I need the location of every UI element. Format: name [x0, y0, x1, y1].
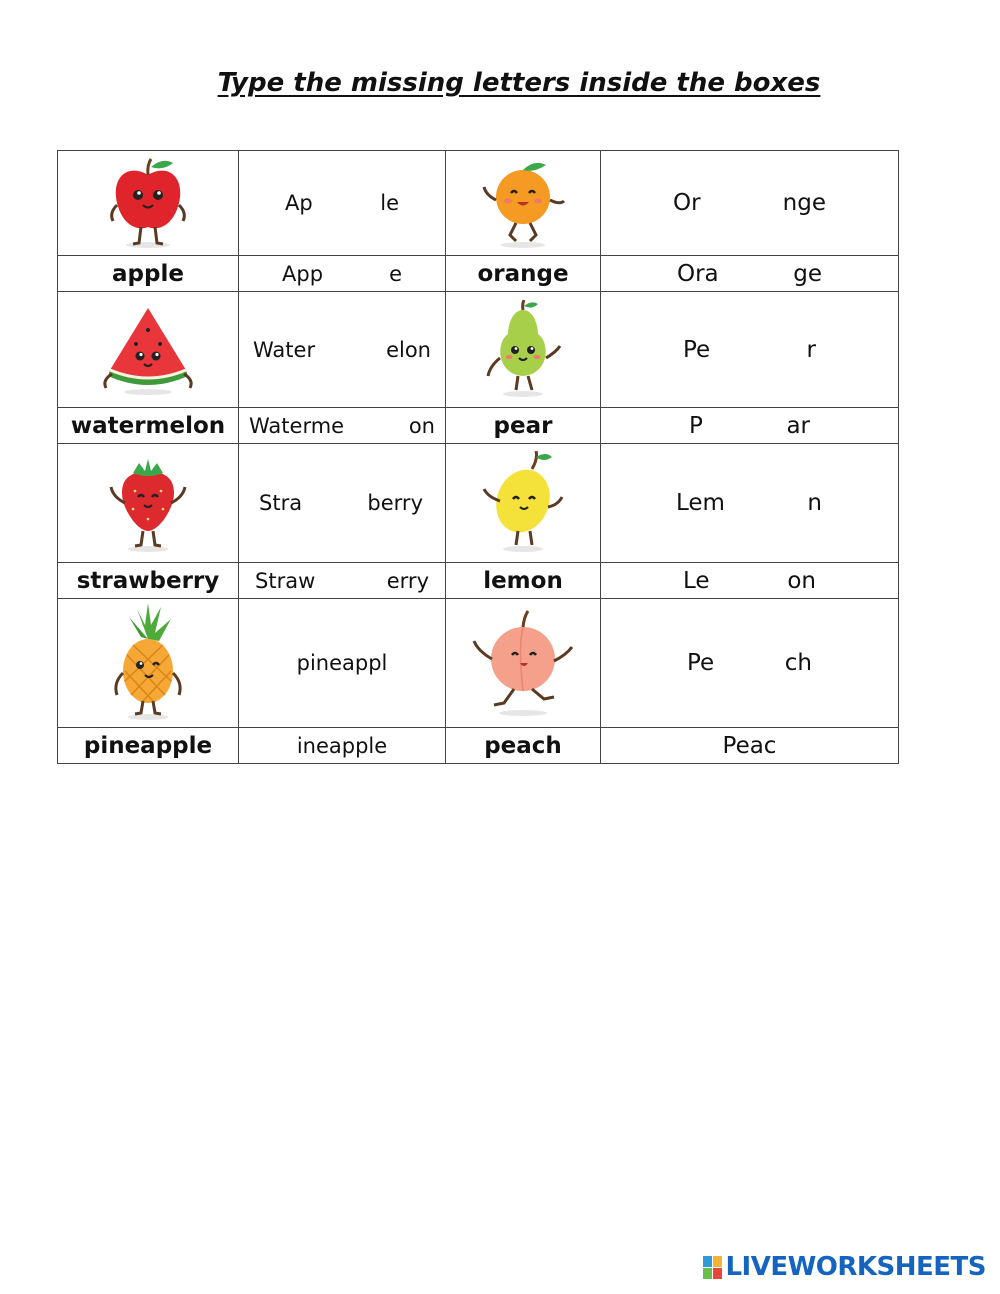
watermelon-picture-cell	[58, 292, 239, 408]
word-part-end: r	[806, 336, 816, 363]
word-part-end: n	[807, 490, 822, 516]
peach-gap-box-2[interactable]: Peac	[601, 728, 899, 764]
strawberry-character-icon	[103, 451, 193, 555]
watermelon-gap-box-2[interactable]	[239, 408, 446, 444]
lemon-picture-cell	[446, 444, 601, 563]
orange-picture-cell	[446, 151, 601, 256]
word-part-start: Ap	[285, 191, 313, 215]
word-part-start: Water	[253, 337, 316, 362]
pineapple-gap-box-2[interactable]: ineapple	[239, 728, 446, 764]
word-part-start: Or	[673, 190, 701, 216]
pear-character-icon	[478, 300, 568, 400]
word-label-strawberry: strawberry	[58, 563, 239, 599]
word-label-pear: pear	[446, 408, 601, 444]
liveworksheets-logo-text: LIVEWORKSHEETS	[725, 1252, 986, 1282]
watermelon-character-icon	[98, 300, 198, 400]
apple-character-icon	[103, 155, 193, 251]
apple-picture-cell	[58, 151, 239, 256]
peach-character-icon	[468, 607, 578, 719]
word-part-end: nge	[782, 190, 826, 216]
apple-gap-box[interactable]	[239, 151, 446, 256]
watermelon-gap-box[interactable]	[239, 292, 446, 408]
liveworksheets-logo[interactable]	[703, 1252, 986, 1282]
lemon-character-icon	[478, 451, 568, 555]
pineapple-picture-cell	[58, 599, 239, 728]
liveworksheets-logo-icon	[703, 1256, 722, 1279]
word-label-orange: orange	[446, 256, 601, 292]
strawberry-gap-box-2[interactable]	[239, 563, 446, 599]
word-part-start: Straw	[255, 568, 316, 593]
word-part-start: Pe	[683, 336, 711, 363]
orange-gap-box[interactable]	[601, 151, 899, 256]
word-part-start: Stra	[259, 491, 303, 515]
pineapple-gap-box[interactable]: pineappl	[239, 599, 446, 728]
word-part-start: Le	[683, 567, 710, 594]
pear-gap-box-2[interactable]	[601, 408, 899, 444]
word-part-end: le	[380, 191, 399, 215]
worksheet-title: Type the missing letters inside the boxes	[217, 68, 821, 98]
word-part-end: berry	[367, 491, 423, 515]
word-label-lemon: lemon	[446, 563, 601, 599]
word-part-end: elon	[386, 337, 431, 362]
pear-picture-cell	[446, 292, 601, 408]
word-label-pineapple: pineapple	[58, 728, 239, 764]
orange-gap-box-2[interactable]	[601, 256, 899, 292]
word-part-end: ar	[786, 412, 810, 439]
word-part-end: on	[787, 567, 816, 594]
pear-gap-box[interactable]	[601, 292, 899, 408]
apple-gap-box-2[interactable]	[239, 256, 446, 292]
word-part-start: Waterme	[249, 413, 345, 438]
peach-picture-cell	[446, 599, 601, 728]
word-part-start: Ora	[677, 260, 719, 287]
pineapple-character-icon	[103, 603, 193, 723]
word-part-end: e	[389, 261, 402, 286]
strawberry-picture-cell	[58, 444, 239, 563]
word-label-peach: peach	[446, 728, 601, 764]
peach-gap-box[interactable]	[601, 599, 899, 728]
word-part-end: on	[408, 413, 435, 438]
word-label-apple: apple	[58, 256, 239, 292]
word-part-start: P	[689, 412, 703, 439]
word-part-start: App	[282, 261, 324, 286]
orange-character-icon	[478, 155, 568, 251]
word-part-end: ge	[793, 260, 822, 287]
lemon-gap-box-2[interactable]	[601, 563, 899, 599]
word-part-end: ch	[784, 650, 812, 676]
fruit-worksheet-table	[57, 150, 899, 764]
word-part-start: Pe	[687, 650, 715, 676]
lemon-gap-box[interactable]	[601, 444, 899, 563]
strawberry-gap-box[interactable]	[239, 444, 446, 563]
word-part-start: Lem	[676, 490, 725, 516]
word-label-watermelon: watermelon	[58, 408, 239, 444]
word-part-end: erry	[386, 568, 429, 593]
